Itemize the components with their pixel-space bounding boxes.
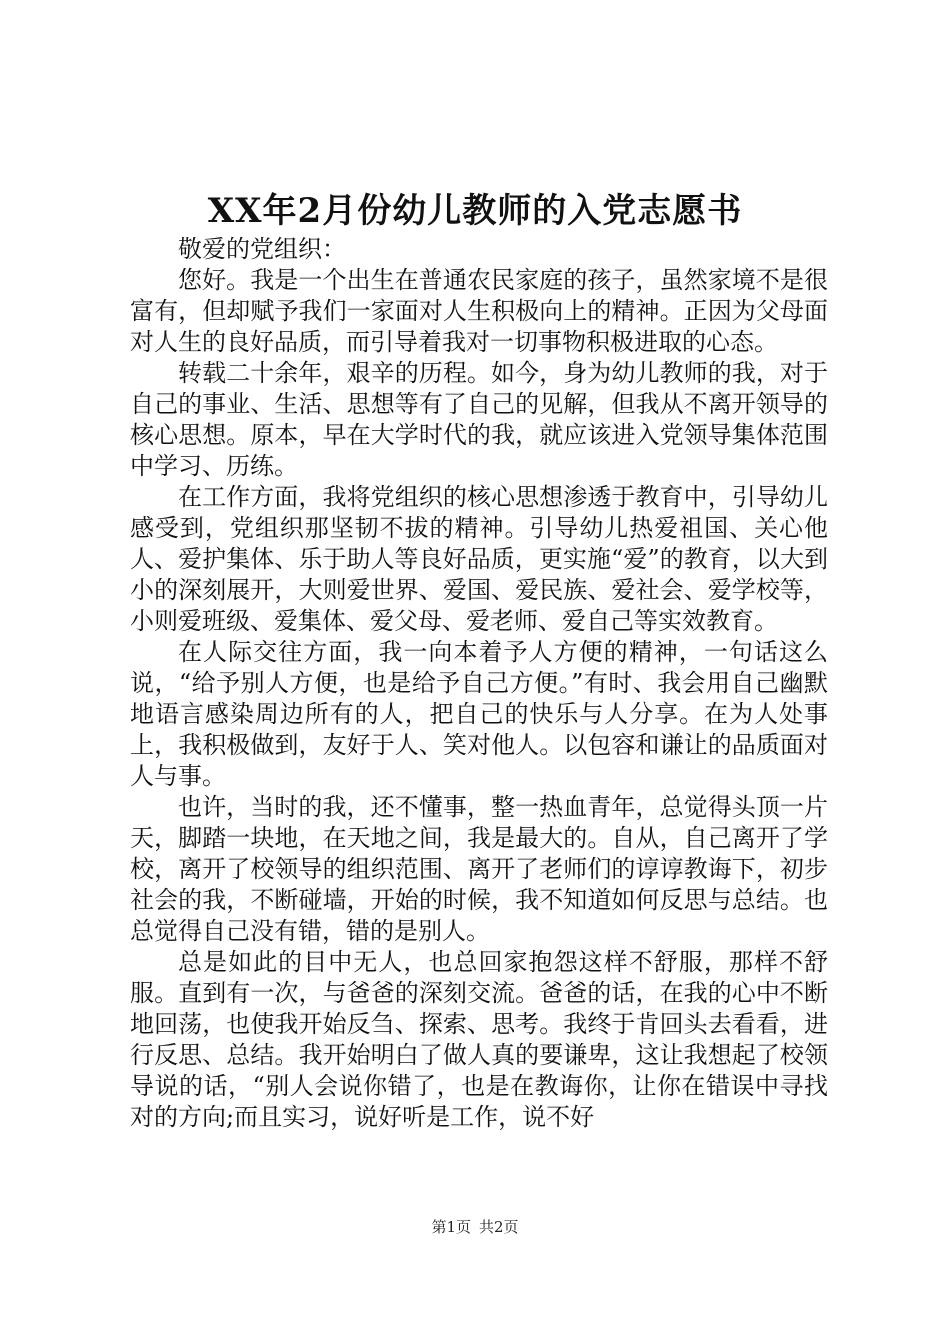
document-body [130,234,828,1133]
paragraph: 在工作方面，我将党组织的核心思想渗透于教育中，引导幼儿感受到，党组织那坚韧不拔的精神。引导幼儿热爱祖国、关心他人、爱护集体、乐于助人等良好品质，更实施“爱”的教育，以大到小的深刻展开，大则爱世界、爱国、爱民族、爱社会、爱学校等，小则爱班级、爱集体、爱父母、爱老师、爱自己等实效教育。 [130,483,828,635]
document-title: XX年2月份幼儿教师的入党志愿书 [207,191,743,231]
page-number: 第1页 [431,1218,471,1236]
paragraph: 在人际交往方面，我一向本着予人方便的精神，一句话这么说，“给予别人方便，也是给予自己方便。”有时、我会用自己幽默地语言感染周边所有的人，把自己的快乐与人分享。在为人处事上，我积极做到，友好于人、笑对他人。以包容和谦让的品质面对人与事。 [130,638,828,790]
paragraph: 也许，当时的我，还不懂事，整一热血青年，总觉得头顶一片天，脚踏一块地，在天地之间，我是最大的。自从，自己离开了学校，离开了校领导的组织范围、离开了老师们的谆谆教诲下，初步社会的我，不断碰墙，开始的时候，我不知道如何反思与总结。也总觉得自己没有错，错的是别人。 [130,793,828,945]
paragraph: 您好。我是一个出生在普通农民家庭的孩子，虽然家境不是很富有，但却赋予我们一家面对人生积极向上的精神。正因为父母面对人生的良好品质，而引导着我对一切事物积极进取的心态。 [130,266,828,356]
paragraph: 总是如此的目中无人，也总回家抱怨这样不舒服，那样不舒服。直到有一次，与爸爸的深刻交流。爸爸的话，在我的心中不断地回荡，也使我开始反刍、探索、思考。我终于肯回头去看看，进行反思、总结。我开始明白了做人真的要谦卑，这让我想起了校领导说的话，“别人会说你错了，也是在教诲你，让你在错误中寻找对的方向;而且实习，说好听是工作，说不好 [130,948,828,1131]
page-footer [0,1217,950,1237]
paragraph: 转载二十余年，艰辛的历程。如今，身为幼儿教师的我，对于自己的事业、生活、思想等有了自己的见解，但我从不离开领导的核心思想。原本，早在大学时代的我，就应该进入党领导集体范围中学习、历练。 [130,359,828,480]
page-count: 共2页 [479,1218,519,1236]
salutation: 敬爱的党组织： [178,235,346,263]
